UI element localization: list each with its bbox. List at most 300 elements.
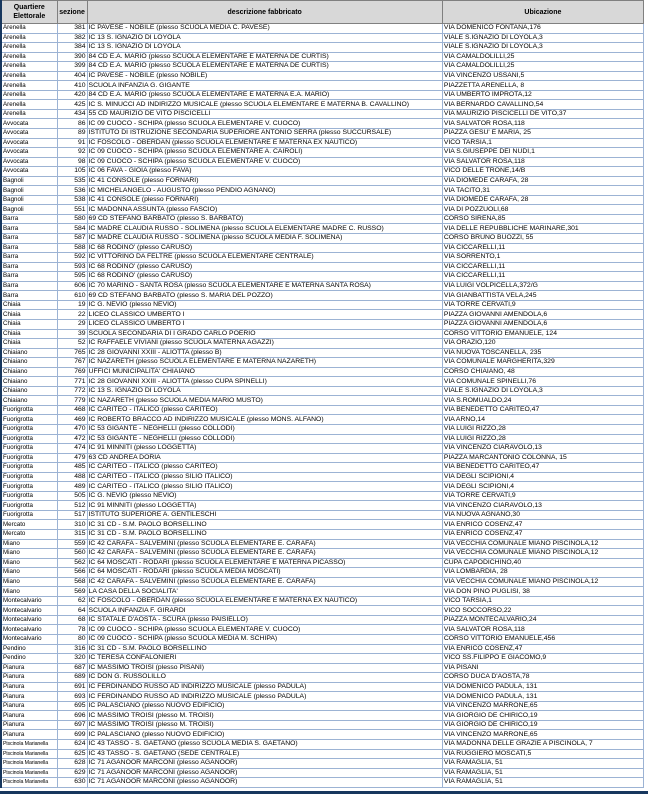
cell-quartiere: Chiaiano xyxy=(1,377,57,387)
cell-quartiere: Bagnoli xyxy=(1,205,57,215)
cell-quartiere: Fuorigrotta xyxy=(1,415,57,425)
cell-quartiere: Pianura xyxy=(1,692,57,702)
cell-ubicazione: VIA SORRENTO,1 xyxy=(442,253,643,263)
table-row xyxy=(1,482,644,492)
table-row xyxy=(1,682,644,692)
table-row xyxy=(1,138,644,148)
cell-ubicazione: VICO TARSIA,1 xyxy=(442,138,643,148)
cell-quartiere: Pianura xyxy=(1,701,57,711)
cell-sezione: 588 xyxy=(57,243,87,253)
cell-ubicazione: VIA COMUNALE SPINELLI,76 xyxy=(442,377,643,387)
cell-descrizione: IC 42 CARAFA - SALVEMINI (plesso SCUOLA ELEMENTARE E. CARAFA) xyxy=(87,577,442,587)
bottom-border-bar xyxy=(0,791,648,794)
table-row xyxy=(1,291,644,301)
table-row xyxy=(1,587,644,597)
cell-descrizione: IC 09 CUOCO - SCHIPA (plesso SCUOLA ELEMENTARE V. CUOCO) xyxy=(87,625,442,635)
cell-sezione: 78 xyxy=(57,625,87,635)
table-row xyxy=(1,615,644,625)
column-header-ubicazione: Ubicazione xyxy=(442,1,643,24)
cell-descrizione: IC MICHELANGELO - AUGUSTO (plesso PENDIO AGNANO) xyxy=(87,186,442,196)
cell-descrizione: UFFICI MUNICIPALITA' CHIAIANO xyxy=(87,367,442,377)
cell-ubicazione: VIA VINCENZO MARRONE,65 xyxy=(442,730,643,740)
cell-ubicazione: CORSO SIRENA,85 xyxy=(442,214,643,224)
cell-descrizione: IC PAVESE - NOBILE (plesso SCUOLA MEDIA C. PAVESE) xyxy=(87,24,442,34)
table-row xyxy=(1,129,644,139)
cell-ubicazione: VIA CICCARELLI,11 xyxy=(442,272,643,282)
cell-descrizione: 84 CD E.A. MARIO (plesso SCUOLA ELEMENTARE E MATERNA DE CURTIS) xyxy=(87,62,442,72)
cell-descrizione: IC STATALE D'AOSTA - SCURA (plesso PAISIELLO) xyxy=(87,615,442,625)
cell-descrizione: IC MASSIMO TROISI (plesso PISANI) xyxy=(87,663,442,673)
cell-descrizione: IC VITTORINO DA FELTRE (plesso SCUOLA ELEMENTARE CENTRALE) xyxy=(87,253,442,263)
cell-sezione: 29 xyxy=(57,319,87,329)
table-row xyxy=(1,644,644,654)
table-row xyxy=(1,81,644,91)
cell-descrizione: 69 CD STEFANO BARBATO (plesso S. MARIA DEL POZZO) xyxy=(87,291,442,301)
cell-descrizione: 63 CD ANDREA DORIA xyxy=(87,453,442,463)
table-row xyxy=(1,253,644,263)
cell-ubicazione: VIA CICCARELLI,11 xyxy=(442,243,643,253)
cell-sezione: 39 xyxy=(57,329,87,339)
cell-sezione: 765 xyxy=(57,348,87,358)
cell-ubicazione: VIA RAMAGLIA, 51 xyxy=(442,759,643,769)
cell-sezione: 470 xyxy=(57,424,87,434)
table-row xyxy=(1,692,644,702)
cell-descrizione: IC FERDINANDO RUSSO AD INDIRIZZO MUSICALE (plesso PADULA) xyxy=(87,682,442,692)
cell-descrizione: IC 09 CUOCO - SCHIPA (plesso SCUOLA ELEMENTARE A. CAIROLI) xyxy=(87,148,442,158)
cell-descrizione: IC MADONNA ASSUNTA (plesso FASCIO) xyxy=(87,205,442,215)
cell-quartiere: Pianura xyxy=(1,682,57,692)
cell-descrizione: IC 31 CD - S.M. PAOLO BORSELLINO xyxy=(87,644,442,654)
cell-ubicazione: VIA GIORGIO DE CHIRICO,19 xyxy=(442,711,643,721)
cell-descrizione: IC 53 GIGANTE - NEGHELLI (plesso COLLODI) xyxy=(87,424,442,434)
cell-ubicazione: VIA DOMENICO PADULA, 131 xyxy=(442,682,643,692)
cell-sezione: 551 xyxy=(57,205,87,215)
table-row xyxy=(1,606,644,616)
cell-ubicazione: VIA DIOMEDE CARAFA, 28 xyxy=(442,176,643,186)
table-row xyxy=(1,759,644,769)
table-row xyxy=(1,444,644,454)
cell-quartiere: Fuorigrotta xyxy=(1,405,57,415)
cell-sezione: 315 xyxy=(57,529,87,539)
table-row xyxy=(1,214,644,224)
cell-sezione: 559 xyxy=(57,539,87,549)
cell-descrizione: LICEO CLASSICO UMBERTO I xyxy=(87,310,442,320)
cell-descrizione: IC G. NEVIO (plesso NEVIO) xyxy=(87,300,442,310)
cell-ubicazione: VIA DON PINO PUGLISI, 38 xyxy=(442,587,643,597)
cell-ubicazione: VIA VECCHIA COMUNALE MIANO PISCINOLA,12 xyxy=(442,549,643,559)
table-row xyxy=(1,472,644,482)
cell-ubicazione: PIAZZA GIOVANNI AMENDOLA,6 xyxy=(442,319,643,329)
cell-ubicazione: CORSO CHIAIANO, 48 xyxy=(442,367,643,377)
cell-ubicazione: PIAZZA GESU' E MARIA, 25 xyxy=(442,129,643,139)
cell-ubicazione: VIA DI POZZUOLI,68 xyxy=(442,205,643,215)
cell-sezione: 384 xyxy=(57,43,87,53)
table-row xyxy=(1,205,644,215)
table-row xyxy=(1,529,644,539)
cell-sezione: 390 xyxy=(57,52,87,62)
cell-sezione: 695 xyxy=(57,701,87,711)
cell-sezione: 769 xyxy=(57,367,87,377)
cell-descrizione: IC 13 S. IGNAZIO DI LOYOLA xyxy=(87,386,442,396)
cell-ubicazione: PIAZZA MONTECALVARIO,24 xyxy=(442,615,643,625)
table-row xyxy=(1,778,644,788)
table-row xyxy=(1,272,644,282)
cell-descrizione: IC 43 TASSO - S. GAETANO (SEDE CENTRALE) xyxy=(87,749,442,759)
cell-ubicazione: PIAZZETTA ARENELLA, 8 xyxy=(442,81,643,91)
cell-sezione: 468 xyxy=(57,405,87,415)
cell-sezione: 584 xyxy=(57,224,87,234)
cell-descrizione: IC 91 MINNITI (plesso LOGGETTA) xyxy=(87,501,442,511)
cell-ubicazione: VIA DELLE REPUBBLICHE MARINARE,301 xyxy=(442,224,643,234)
cell-quartiere: Pendino xyxy=(1,654,57,664)
cell-sezione: 629 xyxy=(57,768,87,778)
cell-quartiere: Montecalvario xyxy=(1,625,57,635)
cell-ubicazione: VIA VECCHIA COMUNALE MIANO PISCINOLA,12 xyxy=(442,539,643,549)
table-row xyxy=(1,596,644,606)
table-row xyxy=(1,186,644,196)
cell-sezione: 610 xyxy=(57,291,87,301)
cell-sezione: 434 xyxy=(57,109,87,119)
table-row xyxy=(1,558,644,568)
table-row xyxy=(1,339,644,349)
cell-sezione: 62 xyxy=(57,596,87,606)
cell-descrizione: SCUOLA INFANZIA G. GIGANTE xyxy=(87,81,442,91)
cell-sezione: 696 xyxy=(57,711,87,721)
cell-quartiere: Fuorigrotta xyxy=(1,482,57,492)
cell-ubicazione: VICO SS.FILIPPO E GIACOMO,9 xyxy=(442,654,643,664)
cell-sezione: 772 xyxy=(57,386,87,396)
cell-sezione: 472 xyxy=(57,434,87,444)
cell-quartiere: Chiaiano xyxy=(1,348,57,358)
cell-quartiere: Avvocata xyxy=(1,129,57,139)
table-row xyxy=(1,157,644,167)
cell-quartiere: Pianura xyxy=(1,673,57,683)
cell-descrizione: IC G. NEVIO (plesso NEVIO) xyxy=(87,491,442,501)
table-row xyxy=(1,539,644,549)
cell-sezione: 779 xyxy=(57,396,87,406)
table-row xyxy=(1,71,644,81)
table-row xyxy=(1,396,644,406)
cell-sezione: 536 xyxy=(57,186,87,196)
cell-quartiere: Avvocata xyxy=(1,148,57,158)
cell-descrizione: IC 41 CONSOLE (plesso FORNARI) xyxy=(87,176,442,186)
cell-sezione: 19 xyxy=(57,300,87,310)
cell-ubicazione: VIA LUIGI VOLPICELLA,372/G xyxy=(442,281,643,291)
cell-sezione: 628 xyxy=(57,759,87,769)
cell-descrizione: IC 68 RODINO' (plesso CARUSO) xyxy=(87,262,442,272)
cell-quartiere: Arenella xyxy=(1,43,57,53)
cell-ubicazione: VIA LUIGI RIZZO,28 xyxy=(442,434,643,444)
cell-descrizione: IC CARITEO - ITALICO (plesso SILIO ITALICO) xyxy=(87,472,442,482)
cell-ubicazione: VIA VECCHIA COMUNALE MIANO PISCINOLA,12 xyxy=(442,577,643,587)
cell-ubicazione: VIA DEGLI SCIPIONI,4 xyxy=(442,482,643,492)
cell-quartiere: Miano xyxy=(1,539,57,549)
cell-descrizione: SCUOLA SECONDARIA DI I GRADO CARLO POERIO xyxy=(87,329,442,339)
cell-quartiere: Barra xyxy=(1,272,57,282)
cell-sezione: 624 xyxy=(57,740,87,750)
cell-sezione: 592 xyxy=(57,253,87,263)
cell-sezione: 699 xyxy=(57,730,87,740)
cell-ubicazione: VIA S.ROMUALDO,24 xyxy=(442,396,643,406)
table-row xyxy=(1,673,644,683)
cell-descrizione: IC 13 S. IGNAZIO DI LOYOLA xyxy=(87,33,442,43)
cell-sezione: 689 xyxy=(57,673,87,683)
cell-descrizione: IC 31 CD - S.M. PAOLO BORSELLINO xyxy=(87,529,442,539)
cell-descrizione: 69 CD STEFANO BARBATO (plesso S. BARBATO) xyxy=(87,214,442,224)
table-row xyxy=(1,453,644,463)
cell-sezione: 91 xyxy=(57,138,87,148)
table-row xyxy=(1,520,644,530)
cell-quartiere: Arenella xyxy=(1,52,57,62)
cell-ubicazione: VIA GIANBATTISTA VELA,245 xyxy=(442,291,643,301)
table-row xyxy=(1,367,644,377)
cell-quartiere: Arenella xyxy=(1,33,57,43)
table-row xyxy=(1,749,644,759)
cell-descrizione: 84 CD E.A. MARIO (plesso SCUOLA ELEMENTARE E MATERNA DE CURTIS) xyxy=(87,52,442,62)
cell-descrizione: SCUOLA INFANZIA F. GIRARDI xyxy=(87,606,442,616)
table-row xyxy=(1,100,644,110)
cell-quartiere: Barra xyxy=(1,224,57,234)
cell-descrizione: IC MADRE CLAUDIA RUSSO - SOLIMENA (plesso SCUOLA MEDIA F. SOLIMENA) xyxy=(87,234,442,244)
cell-sezione: 89 xyxy=(57,129,87,139)
cell-ubicazione: VIA DIOMEDE CARAFA, 28 xyxy=(442,195,643,205)
cell-quartiere: Avvocata xyxy=(1,167,57,177)
cell-quartiere: Mercato xyxy=(1,520,57,530)
cell-sezione: 485 xyxy=(57,463,87,473)
cell-quartiere: Pianura xyxy=(1,730,57,740)
cell-ubicazione: VIA ENRICO COSENZ,47 xyxy=(442,520,643,530)
table-row xyxy=(1,635,644,645)
cell-ubicazione: VIA SALVATOR ROSA,118 xyxy=(442,119,643,129)
cell-sezione: 310 xyxy=(57,520,87,530)
cell-quartiere: Barra xyxy=(1,214,57,224)
cell-ubicazione: VIA VINCENZO USSANI,5 xyxy=(442,71,643,81)
table-row xyxy=(1,243,644,253)
table-row xyxy=(1,300,644,310)
cell-descrizione: IC DON G. RUSSOLILLO xyxy=(87,673,442,683)
table-row xyxy=(1,768,644,778)
cell-descrizione: IC PAVESE - NOBILE (plesso NOBILE) xyxy=(87,71,442,81)
cell-sezione: 538 xyxy=(57,195,87,205)
cell-sezione: 560 xyxy=(57,549,87,559)
cell-ubicazione: CORSO DUCA D'AOSTA,78 xyxy=(442,673,643,683)
cell-quartiere: Barra xyxy=(1,262,57,272)
cell-descrizione: IC 28 GIOVANNI XXIII - ALIOTTA (plesso CUPA SPINELLI) xyxy=(87,377,442,387)
cell-ubicazione: VIA ENRICO COSENZ,47 xyxy=(442,644,643,654)
cell-descrizione: IC CARITEO - ITALICO (plesso CARITEO) xyxy=(87,463,442,473)
cell-sezione: 474 xyxy=(57,444,87,454)
cell-descrizione: IC PALASCIANO (plesso NUOVO EDIFICIO) xyxy=(87,730,442,740)
table-row xyxy=(1,434,644,444)
cell-ubicazione: VIA VINCENZO CIARAVOLO,13 xyxy=(442,444,643,454)
table-row xyxy=(1,701,644,711)
table-row xyxy=(1,501,644,511)
cell-descrizione: 84 CD E.A. MARIO (plesso SCUOLA ELEMENTARE E MATERNA E.A. MARIO) xyxy=(87,90,442,100)
table-row xyxy=(1,424,644,434)
cell-quartiere: Arenella xyxy=(1,100,57,110)
cell-quartiere: Piscinola Marianella xyxy=(1,778,57,788)
cell-quartiere: Fuorigrotta xyxy=(1,491,57,501)
table-row xyxy=(1,310,644,320)
cell-descrizione: IC 71 AGANOOR MARCONI (plesso AGANOOR) xyxy=(87,759,442,769)
table-row xyxy=(1,405,644,415)
table-row xyxy=(1,329,644,339)
cell-quartiere: Chiaiano xyxy=(1,386,57,396)
cell-sezione: 52 xyxy=(57,339,87,349)
cell-ubicazione: VIA BENEDETTO CARITEO,47 xyxy=(442,405,643,415)
table-row xyxy=(1,234,644,244)
cell-ubicazione: VIA LUIGI RIZZO,28 xyxy=(442,424,643,434)
cell-sezione: 595 xyxy=(57,272,87,282)
cell-ubicazione: VICO SOCCORSO,22 xyxy=(442,606,643,616)
cell-descrizione: IC 28 GIOVANNI XXIII - ALIOTTA (plesso B) xyxy=(87,348,442,358)
cell-ubicazione: VIA BERNARDO CAVALLINO,54 xyxy=(442,100,643,110)
cell-quartiere: Chiaia xyxy=(1,319,57,329)
table-row xyxy=(1,43,644,53)
cell-sezione: 687 xyxy=(57,663,87,673)
table-row xyxy=(1,510,644,520)
cell-sezione: 606 xyxy=(57,281,87,291)
cell-sezione: 625 xyxy=(57,749,87,759)
cell-sezione: 488 xyxy=(57,472,87,482)
cell-ubicazione: VIA SALVATOR ROSA,118 xyxy=(442,157,643,167)
table-row xyxy=(1,663,644,673)
cell-descrizione: IC 09 CUOCO - SCHIPA (plesso SCUOLA ELEMENTARE V. CUOCO) xyxy=(87,119,442,129)
cell-descrizione: IC 68 RODINO' (plesso CARUSO) xyxy=(87,243,442,253)
cell-quartiere: Piscinola Marianella xyxy=(1,759,57,769)
cell-sezione: 562 xyxy=(57,558,87,568)
cell-quartiere: Piscinola Marianella xyxy=(1,740,57,750)
cell-quartiere: Arenella xyxy=(1,109,57,119)
table-row xyxy=(1,720,644,730)
cell-sezione: 410 xyxy=(57,81,87,91)
cell-descrizione: IC TERESA CONFALONIERI xyxy=(87,654,442,664)
cell-quartiere: Piscinola Marianella xyxy=(1,749,57,759)
cell-descrizione: IC FOSCOLO - OBERDAN (plesso SCUOLA ELEMENTARE E MATERNA EX NAUTICO) xyxy=(87,596,442,606)
cell-sezione: 767 xyxy=(57,358,87,368)
cell-sezione: 68 xyxy=(57,615,87,625)
table-row xyxy=(1,148,644,158)
table-row xyxy=(1,740,644,750)
table-row xyxy=(1,491,644,501)
table-row xyxy=(1,33,644,43)
cell-ubicazione: CORSO VITTORIO EMANUELE, 124 xyxy=(442,329,643,339)
cell-quartiere: Pianura xyxy=(1,711,57,721)
cell-ubicazione: VIA GIORGIO DE CHIRICO,19 xyxy=(442,720,643,730)
cell-descrizione: IC FOSCOLO - OBERDAN (plesso SCUOLA ELEMENTARE E MATERNA EX NAUTICO) xyxy=(87,138,442,148)
cell-quartiere: Avvocata xyxy=(1,157,57,167)
cell-sezione: 587 xyxy=(57,234,87,244)
cell-ubicazione: PIAZZA GIOVANNI AMENDOLA,6 xyxy=(442,310,643,320)
cell-descrizione: IC 43 TASSO - S. GAETANO (plesso SCUOLA MEDIA S. GAETANO) xyxy=(87,740,442,750)
cell-sezione: 569 xyxy=(57,587,87,597)
cell-quartiere: Montecalvario xyxy=(1,635,57,645)
cell-ubicazione: VIA BENEDETTO CARITEO,47 xyxy=(442,463,643,473)
table-row xyxy=(1,654,644,664)
cell-quartiere: Pendino xyxy=(1,644,57,654)
cell-quartiere: Fuorigrotta xyxy=(1,472,57,482)
cell-quartiere: Miano xyxy=(1,549,57,559)
cell-ubicazione: VIA SALVATOR ROSA,118 xyxy=(442,625,643,635)
cell-sezione: 771 xyxy=(57,377,87,387)
cell-quartiere: Pianura xyxy=(1,720,57,730)
cell-ubicazione: VIA MADONNA DELLE GRAZIE A PISCINOLA, 7 xyxy=(442,740,643,750)
table-row xyxy=(1,109,644,119)
cell-quartiere: Chiaiano xyxy=(1,358,57,368)
cell-quartiere: Fuorigrotta xyxy=(1,510,57,520)
cell-quartiere: Miano xyxy=(1,558,57,568)
cell-sezione: 64 xyxy=(57,606,87,616)
cell-descrizione: IC 31 CD - S.M. PAOLO BORSELLINO xyxy=(87,520,442,530)
cell-ubicazione: VIA S.GIUSEPPE DEI NUDI,1 xyxy=(442,148,643,158)
cell-ubicazione: VICO TARSIA,1 xyxy=(442,596,643,606)
cell-sezione: 505 xyxy=(57,491,87,501)
cell-descrizione: IC 64 MOSCATI - RODARI (plesso SCUOLA ELEMENTARE E MATERNA PICASSO) xyxy=(87,558,442,568)
cell-quartiere: Avvocata xyxy=(1,138,57,148)
table-row xyxy=(1,224,644,234)
cell-quartiere: Avvocata xyxy=(1,119,57,129)
cell-ubicazione: VICO DELLE TRONE,14/B xyxy=(442,167,643,177)
cell-quartiere: Piscinola Marianella xyxy=(1,768,57,778)
cell-ubicazione: VIA PISANI xyxy=(442,663,643,673)
cell-descrizione: IC S. MINUCCI AD INDIRIZZO MUSICALE (plesso SCUOLA ELEMENTARE E MATERNA B. CAVALLINO) xyxy=(87,100,442,110)
cell-quartiere: Miano xyxy=(1,587,57,597)
cell-descrizione: IC 09 CUOCO - SCHIPA (plesso SCUOLA ELEMENTARE V. CUOCO) xyxy=(87,157,442,167)
cell-descrizione: IC 70 MARINO - SANTA ROSA (plesso SCUOLA ELEMENTARE E MATERNA SANTA ROSA) xyxy=(87,281,442,291)
cell-descrizione: IC 41 CONSOLE (plesso FORNARI) xyxy=(87,195,442,205)
column-header-sezione: sezione xyxy=(57,1,87,24)
cell-quartiere: Mercato xyxy=(1,529,57,539)
cell-quartiere: Montecalvario xyxy=(1,606,57,616)
cell-quartiere: Bagnoli xyxy=(1,176,57,186)
cell-quartiere: Barra xyxy=(1,291,57,301)
cell-quartiere: Fuorigrotta xyxy=(1,463,57,473)
cell-descrizione: IC FERDINANDO RUSSO AD INDIRIZZO MUSICALE (plesso PADULA) xyxy=(87,692,442,702)
cell-sezione: 697 xyxy=(57,720,87,730)
cell-descrizione: ISTITUTO DI ISTRUZIONE SECONDARIA SUPERIORE ANTONIO SERRA (plesso SUCCURSALE) xyxy=(87,129,442,139)
cell-quartiere: Bagnoli xyxy=(1,195,57,205)
cell-ubicazione: VIA RAMAGLIA, 51 xyxy=(442,778,643,788)
cell-descrizione: IC CARITEO - ITALICO (plesso SILIO ITALICO) xyxy=(87,482,442,492)
cell-descrizione: IC MASSIMO TROISI (plesso M. TROISI) xyxy=(87,711,442,721)
cell-sezione: 489 xyxy=(57,482,87,492)
cell-sezione: 479 xyxy=(57,453,87,463)
table-row xyxy=(1,549,644,559)
cell-ubicazione: VIA DOMENICO FONTANA,176 xyxy=(442,24,643,34)
cell-sezione: 630 xyxy=(57,778,87,788)
cell-descrizione: IC RAFFAELE VIVIANI (plesso SCUOLA MATERNA AGAZZI) xyxy=(87,339,442,349)
cell-quartiere: Arenella xyxy=(1,62,57,72)
cell-ubicazione: VIA LOMBARDIA, 28 xyxy=(442,568,643,578)
cell-ubicazione: VIA CAMALDOLILLI,25 xyxy=(442,62,643,72)
table-row xyxy=(1,281,644,291)
cell-quartiere: Fuorigrotta xyxy=(1,424,57,434)
cell-quartiere: Fuorigrotta xyxy=(1,501,57,511)
cell-ubicazione: VIA ORAZIO,120 xyxy=(442,339,643,349)
table-header xyxy=(1,1,644,24)
cell-sezione: 693 xyxy=(57,692,87,702)
cell-descrizione: IC NAZARETH (plesso SCUOLA ELEMENTARE E MATERNA NAZARETH) xyxy=(87,358,442,368)
cell-descrizione: IC MADRE CLAUDIA RUSSO - SOLIMENA (plesso SCUOLA ELEMENTARE MADRE C. RUSSO) xyxy=(87,224,442,234)
table-row xyxy=(1,711,644,721)
column-header-quartiere: Quartiere Elettorale xyxy=(1,1,57,24)
table-row xyxy=(1,730,644,740)
cell-ubicazione: VIA TORRE CERVATI,9 xyxy=(442,491,643,501)
table-row xyxy=(1,348,644,358)
cell-quartiere: Miano xyxy=(1,568,57,578)
cell-quartiere: Chiaia xyxy=(1,329,57,339)
cell-quartiere: Chiaiano xyxy=(1,396,57,406)
